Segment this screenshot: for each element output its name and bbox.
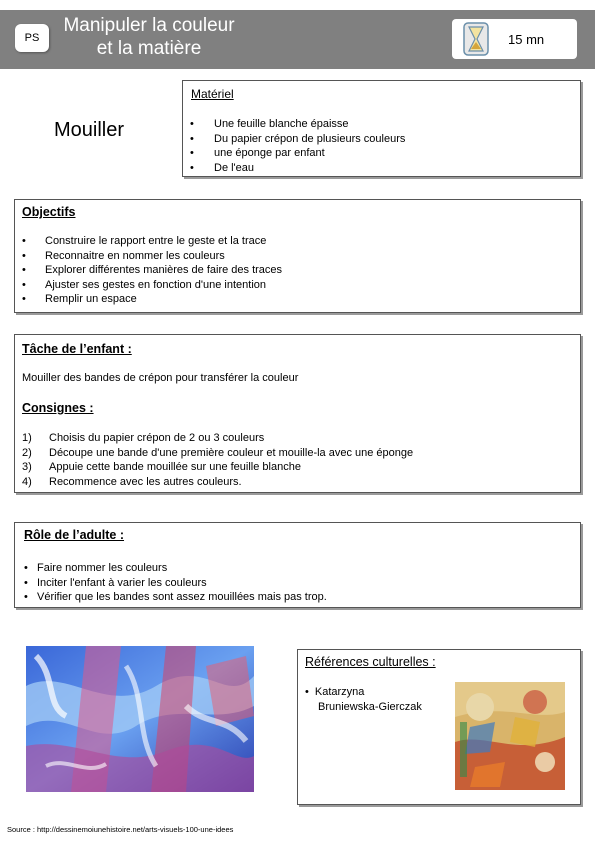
materiel-heading: Matériel <box>191 87 234 101</box>
role-list <box>24 561 564 605</box>
list-item: • Du papier crépon de plusieurs couleurs <box>190 132 406 145</box>
reference-artwork-image <box>455 682 565 790</box>
list-item: 2) Découpe une bande d'une première couleur et mouille-la avec une éponge <box>22 446 414 459</box>
list-item: 1) Choisis du papier crépon de 2 ou 3 couleurs <box>22 432 265 444</box>
list-item: • Une feuille blanche épaisse <box>190 118 349 130</box>
materiel-list <box>190 117 570 175</box>
list-item: • Reconnaitre en nommer les couleurs <box>22 249 225 262</box>
duration-text: 15 mn <box>508 32 545 47</box>
list-item: 4) Recommence avec les autres couleurs. <box>22 475 242 488</box>
list-item: • Remplir un espace <box>22 293 137 305</box>
list-item: • Ajuster ses gestes en fonction d'une intention <box>22 278 267 291</box>
list-item: • une éponge par enfant <box>190 147 325 159</box>
list-item: • Inciter l'enfant à varier les couleurs <box>24 576 207 589</box>
references-heading: Références culturelles : <box>305 655 436 669</box>
hourglass-icon <box>463 22 489 56</box>
references-artist: • Katarzyna Bruniewska-Gierczak <box>305 686 422 713</box>
objectifs-heading: Objectifs <box>22 205 76 219</box>
objectifs-list <box>22 234 562 307</box>
list-item: • Vérifier que les bandes sont assez mouillées mais pas trop. <box>24 591 327 603</box>
consignes-list <box>22 431 567 489</box>
level-badge-text: PS <box>24 32 40 44</box>
list-item: • Construire le rapport entre le geste et la trace <box>22 235 267 247</box>
example-artwork-image <box>26 646 254 792</box>
page-title-line2: et la matière <box>96 38 202 59</box>
source-text: Source : http://dessinemoiunehistoire.net/arts-visuels-100-une-idees <box>7 825 234 834</box>
list-item: • Explorer différentes manières de faire des traces <box>22 264 283 276</box>
page-title-line1: Manipuler la couleur <box>63 15 235 36</box>
list-item: 3) Appuie cette bande mouillée sur une feuille blanche <box>22 461 301 473</box>
activity-title: Mouiller <box>54 119 125 141</box>
tache-heading: Tâche de l’enfant : <box>22 342 132 356</box>
list-item: • De l'eau <box>190 161 255 174</box>
list-item: • Faire nommer les couleurs <box>24 562 168 574</box>
consignes-heading: Consignes : <box>22 401 94 415</box>
role-heading: Rôle de l’adulte : <box>24 528 125 542</box>
tache-text: Mouiller des bandes de crépon pour transférer la couleur <box>22 372 299 384</box>
page-title <box>44 14 254 60</box>
